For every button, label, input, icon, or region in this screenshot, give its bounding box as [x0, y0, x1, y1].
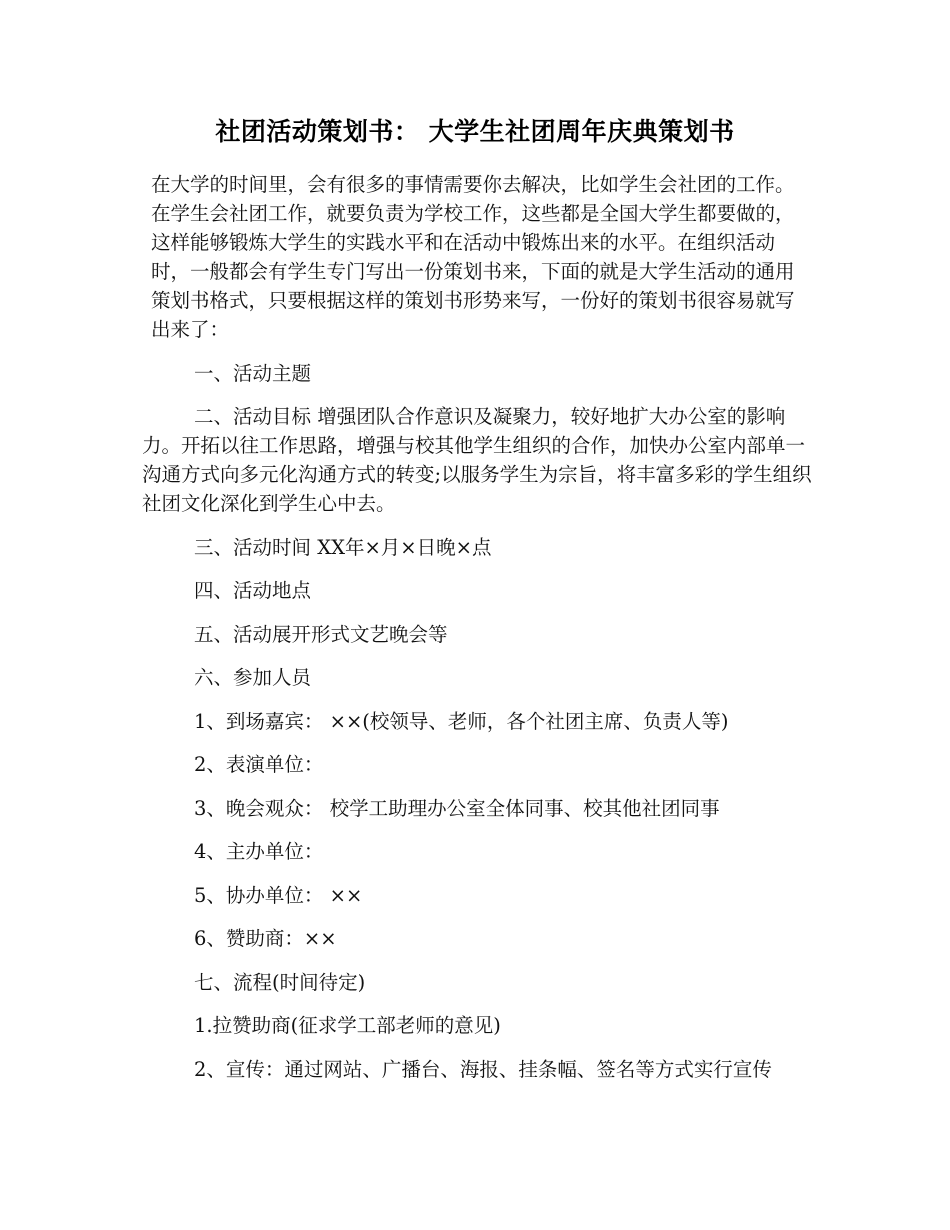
participant-audience: 3、晚会观众： 校学工助理办公室全体同事、校其他社团同事 — [194, 796, 720, 820]
section-process: 七、流程(时间待定) — [194, 970, 366, 994]
document-title: 社团活动策划书： 大学生社团周年庆典策划书 — [215, 117, 735, 146]
document-body — [142, 170, 812, 1084]
section-activity-time: 三、活动时间 XX年×月×日晚×点 — [194, 535, 492, 559]
section-participants: 六、参加人员 — [194, 666, 312, 689]
intro-paragraph: 在大学的时间里，会有很多的事情需要你去解决，比如学生会社团的工作。在学生会社团工作，就要负责为学校工作，这些都是全国大学生都要做的，这样能够锻炼大学生的实践水平和在活动中锻炼出来的水平。在组织活动时，一般都会有学生专门写出一份策划书来，下面的就是大学生活动的通用策划书格式，只要根据这样的策划书形势来写，一份好的策划书很容易就写出来了： — [151, 173, 795, 341]
section-activity-goal: 二、活动目标 增强团队合作意识及凝聚力，较好地扩大办公室的影响力。开拓以往工作思路，增强与校其他学生组织的合作，加快办公室内部单一沟通方式向多元化沟通方式的转变;以服务学生为宗旨，将丰富多彩的学生组织社团文化深化到学生心中去。 — [142, 405, 812, 515]
participant-organizer: 4、主办单位： — [194, 840, 324, 863]
participant-sponsor: 6、赞助商：×× — [194, 927, 337, 950]
section-activity-theme: 一、活动主题 — [194, 361, 312, 385]
process-step-publicity: 2、宣传：通过网站、广播台、海报、挂条幅、签名等方式实行宣传 — [194, 1057, 772, 1081]
participant-guests: 1、到场嘉宾： ××(校领导、老师，各个社团主席、负责人等) — [194, 709, 729, 733]
section-activity-location: 四、活动地点 — [194, 579, 312, 602]
section-activity-format: 五、活动展开形式文艺晚会等 — [194, 622, 448, 646]
participant-co-organizer: 5、协办单位： ×× — [194, 883, 363, 907]
process-step-sponsorship: 1.拉赞助商(征求学工部老师的意见) — [194, 1014, 501, 1037]
participant-performers: 2、表演单位： — [194, 753, 324, 776]
